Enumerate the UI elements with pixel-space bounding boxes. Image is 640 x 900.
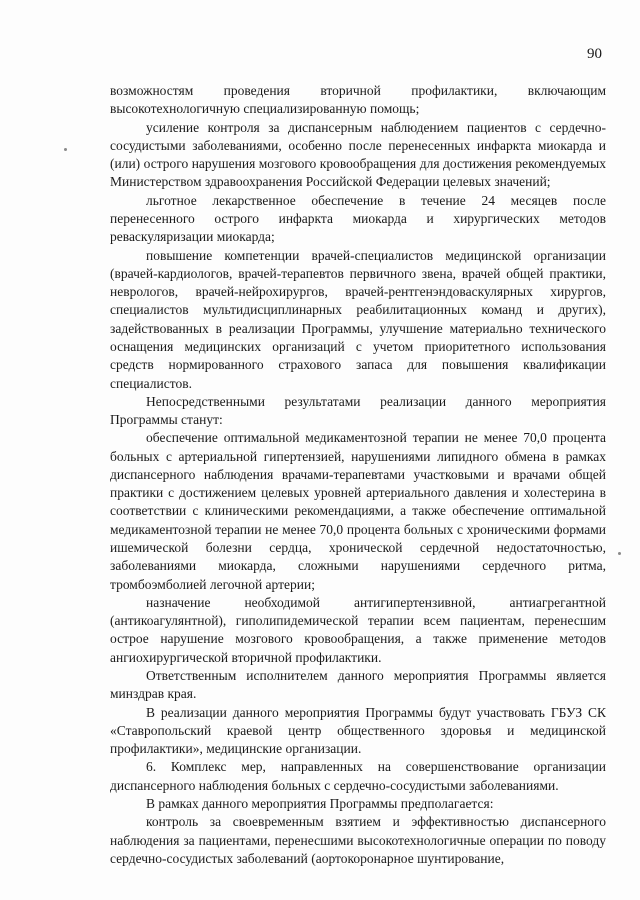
paragraph: 6. Комплекс мер, направленных на совершенствование организации диспансерного наблюдения больных с сердечно-сосудистыми заболеваниями.	[110, 759, 606, 793]
paragraph: повышение компетенции врачей-специалистов медицинской организации (врачей-кардиологов, врачей-терапевтов первичного звена, врачей общей практики, неврологов, врачей-нейрохирургов, врачей-рентгенэндоваскулярных хирургов, специалистов мультидисциплинарных реабилитационных команд и других), задействованных в реализации Программы, улучшение материально технического оснащения медицинских организаций с учетом приоритетного использования средств нормированного страхового запаса для повышения квалификации специалистов.	[110, 247, 606, 391]
paragraph: обеспечение оптимальной медикаментозной терапии не менее 70,0 процента больных с артериальной гипертензией, нарушениями липидного обмена в рамках диспансерного наблюдения врачами-терапевтами участковыми и врачами общей практики с достижением целевых уровней артериального давления и холестерина в соответствии с клиническими рекомендациями, а также обеспечение оптимальной медикаментозной терапии не менее 70,0 процента больных с хроническими формами ишемической болезни сердца, хронической сердечной недостаточностью, заболеваниями миокарда, сложными нарушениями сердечного ритма, тромбоэмболией легочной артерии;	[110, 430, 606, 592]
scan-speck	[618, 552, 621, 555]
paragraph: льготное лекарственное обеспечение в течение 24 месяцев после перенесенного острого инфаркта миокарда и хирургических методов реваскуляризации миокарда;	[110, 192, 606, 245]
paragraph: В рамках данного мероприятия Программы предполагается:	[146, 795, 494, 811]
page-number: 90	[587, 46, 602, 62]
paragraph: усиление контроля за диспансерным наблюдением пациентов с сердечно-сосудистыми заболеваниями, особенно после перенесенных инфаркта миокарда и (или) острого нарушения мозгового кровообращения для достижения рекомендуемых Министерством здравоохранения Российской Федерации целевых значений;	[110, 119, 606, 190]
paragraph: возможностям проведения вторичной профилактики, включающим высокотехнологичную специализированную помощь;	[110, 83, 606, 117]
paragraph: назначение необходимой антигипертензивной, антиагрегантной (антикоагулянтной), гиполипидемической терапии всем пациентам, перенесшим острое нарушение мозгового кровообращения, а также применение методов ангиохирургической вторичной профилактики.	[110, 594, 606, 665]
paragraph: Ответственным исполнителем данного мероприятия Программы является минздрав края.	[110, 668, 606, 702]
paragraph: контроль за своевременным взятием и эффективностью диспансерного наблюдения за пациентами, перенесшими высокотехнологичные операции по поводу сердечно-сосудистых заболеваний (аортокоронарное шунтирование,	[110, 814, 606, 866]
body-text	[110, 82, 606, 868]
paragraph: В реализации данного мероприятия Программы будут участвовать ГБУЗ СК «Ставропольский краевой центр общественного здоровья и медицинской профилактики», медицинские организации.	[110, 704, 606, 757]
scan-speck	[64, 148, 67, 151]
paragraph: Непосредственными результатами реализации данного мероприятия Программы станут:	[110, 393, 606, 428]
